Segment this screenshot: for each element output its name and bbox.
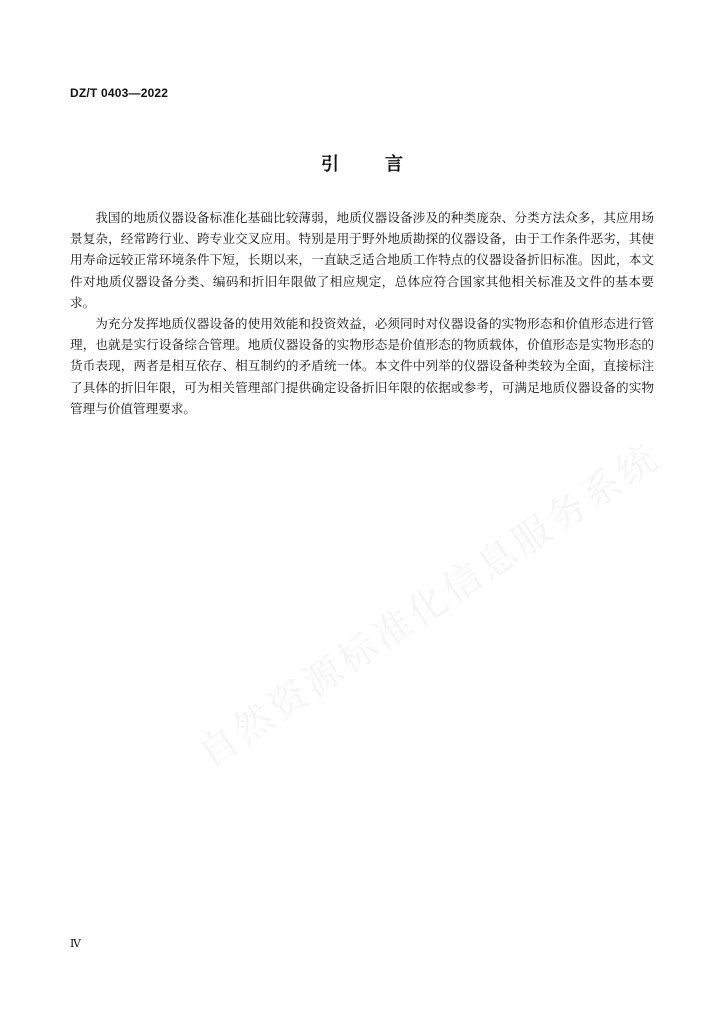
paragraph-1: 我国的地质仪器设备标准化基础比较薄弱，地质仪器设备涉及的种类庞杂、分类方法众多，其应用场景复杂，经常跨行业、跨专业交叉应用。特别是用于野外地质勘探的仪器设备，由于工作条件恶劣，其使用寿命远较正常环境条件下短，长期以来，一直缺乏适合地质工作特点的仪器设备折旧标准。因此，本文件对地质仪器设备分类、编码和折旧年限做了相应规定，总体应符合国家其他相关标准及文件的基本要求。 — [70, 210, 654, 310]
watermark — [186, 497, 565, 777]
paragraph-2: 为充分发挥地质仪器设备的使用效能和投资效益，必须同时对仪器设备的实物形态和价值形态进行管理，也就是实行设备综合管理。地质仪器设备的实物形态是价值形态的物质载体，价值形态是实物形态的货币表现，两者是相互依存、相互制约的矛盾统一体。本文件中列举的仪器设备种类较为全面，直接标注了具体的折旧年限，可为相关管理部门提供确定设备折旧年限的依据或参考，可满足地质仪器设备的实物管理与价值管理要求。 — [70, 316, 654, 416]
page-number: Ⅳ — [70, 937, 81, 950]
standard-code: DZ/T 0403—2022 — [70, 86, 169, 100]
body-text — [70, 207, 654, 419]
section-title: 引言 — [321, 154, 449, 175]
